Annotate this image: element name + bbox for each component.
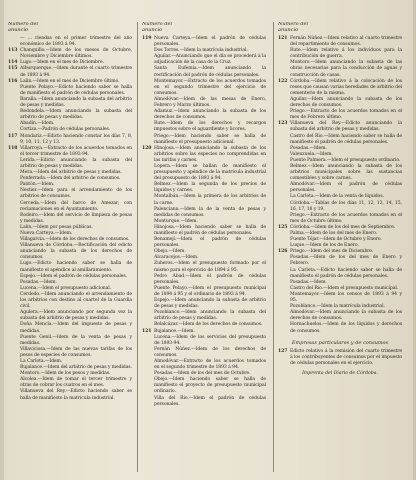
list-item — [278, 134, 402, 146]
list-item — [142, 377, 266, 395]
entry-text: Villanueva del Rey.—Edicto haciendo saber se halla de manifiesto la matrícula industrial. — [20, 389, 132, 401]
entry-text: Priego.—Idem haciendo saber se halla de manifiesto el presupuesto adicional. — [154, 133, 266, 145]
entry-number — [8, 389, 20, 401]
entry-text: Puente Pelayo.—Idem el presupuesto municipal de 1894 á 95 y el ordinario de 1893 á 94. — [154, 285, 266, 297]
list-item — [142, 54, 266, 66]
entry-number — [142, 237, 154, 249]
entry-number — [8, 97, 20, 109]
entry-text: Villagarcía.—Idem de los derechos de consumos. — [20, 237, 130, 243]
list-item — [8, 48, 132, 60]
entry-text: Palma.—Idem de los del mes de Enero. — [290, 231, 378, 236]
entry-number — [8, 335, 20, 347]
entry-text: Almodóvar.—Idem anunciando la subasta de los derechos de consumos. — [290, 310, 402, 322]
entry-number — [8, 322, 20, 334]
entry-number: 114 — [8, 60, 18, 66]
entry-text: Nestier.—Idem para el arrendamiento de los arbitrios de consumos. — [20, 188, 132, 200]
entry-number — [142, 54, 154, 66]
entry-list — [278, 36, 402, 335]
entry-text: Cortiza.—Padrón de cédulas personales. — [20, 127, 111, 133]
entry-number — [8, 377, 20, 389]
entry-text: Adamuz.—Idem anunciando la subasta de los derechos de consumos. — [154, 109, 266, 121]
list-item — [142, 134, 266, 146]
entry-text: Montalbán.—Idem la primera de los arbitrios de la carne. — [154, 194, 266, 206]
entry-text: Montemayor.—Extracto de los acuerdos tomados en el segundo trimestre del ejercicio de consumos. — [154, 78, 266, 96]
entry-text: Almodóvar.—Idem de las mesas de Enero, Febrero y Marzo últimos. — [154, 96, 266, 109]
entry-text: Puente Genil.—Idem de la venta de pesas y medidas. — [20, 334, 132, 346]
entry-text: Lucena.—Idem de los servicios del presupuesto de 1893-94. — [154, 334, 266, 346]
entry-number — [278, 134, 290, 146]
entry-text: Benamejí.—Idem el padrón de cédulas personales. — [154, 237, 266, 249]
entry-text: Monturque.—Idem. — [154, 218, 198, 224]
entry-text: Bujalance.—Idem del arbitrio de pesas y medidas. — [20, 365, 132, 371]
entry-text: Villa del Rio.—Idem el padrón de cédulas personales. — [154, 395, 266, 407]
entry-text: Pozoblanco.—Idem la matrícula industrial. — [290, 304, 385, 310]
entry-number — [142, 335, 154, 347]
entry-text: Lugo.—Edicto haciendo saber se halla de manifiesto el apéndice al amillaramiento. — [20, 261, 132, 273]
entry-text: Puente Pelayo.—Edicto haciendo saber se halla de manifiesto el padrón de cédulas personales. — [20, 84, 132, 96]
list-item — [8, 85, 132, 97]
entry-text: Castro del Rio.—Idem haciendo saber se halla de manifiesto el padrón de cédulas personales. — [290, 133, 402, 145]
entry-text: Zuheros.—Idem el presupuesto formado por el mismo para el ejercicio de 1894 á 95. — [154, 261, 266, 273]
list-item — [142, 347, 266, 359]
entry-number — [142, 274, 154, 286]
entry-text: Córdoba.—Idem relativo á la colocación de los reses que causan varias heredades de arbitrio del cementerio de la misma. — [290, 78, 402, 96]
entry-number — [142, 121, 154, 133]
entry-number: 125 — [278, 224, 288, 230]
entry-text: Fuente Tójar.—Idem de Octubre y Enero. — [290, 237, 382, 243]
entry-number: 121 — [278, 36, 288, 41]
entry-number — [8, 347, 20, 359]
column-header: Número del anuncio — [142, 22, 173, 33]
entry-text: Rute.—Idem de los derechos y recargos impuestos sobre el aguardiente y licores. — [154, 121, 266, 133]
section-title: Empresas particulares y de consumos — [291, 339, 389, 346]
entry-text: Lopera.—Idem se hallan de manifiesto el presupuesto y apéndice de la matrícula industrial del presupuesto de 1893 á 94. — [154, 163, 266, 182]
entry-number — [8, 310, 20, 322]
list-item — [8, 243, 132, 261]
entry-text: Priego.—Extracto de los acuerdos tomados en el mes de Febrero último. — [290, 109, 402, 121]
entry-text: Almodóvar.—Extracto de los acuerdos tomados en el segundo trimestre de 1893 á 94. — [154, 358, 266, 371]
list-item — [8, 213, 132, 225]
entry-number — [8, 36, 20, 48]
list-item — [8, 322, 132, 334]
list-item — [8, 261, 132, 273]
entry-text: Puente Palmera.—Idem el presupuesto ordinario. — [290, 157, 401, 163]
list-item — [8, 188, 132, 200]
entry-text: Baralla.—Idem anunciando la subasta del arbitrio de pesas y medidas. — [20, 96, 132, 109]
entry-number — [278, 182, 290, 194]
list-item — [8, 389, 132, 401]
list-item — [8, 109, 132, 121]
entry-text: Villaviciosa.—Idem de las nuevas tarifas de los pesos de especies de consumos. — [20, 346, 132, 358]
entry-number — [278, 97, 290, 109]
list-item — [8, 36, 132, 48]
list-item — [278, 292, 402, 304]
entry-number — [278, 213, 290, 225]
entry-text: La Carlota.—Edicto haciendo saber se halla de manifiesto el padrón de cédulas personales. — [290, 267, 402, 279]
entry-text: Priego.—Idem del mes de Diciembre. — [290, 249, 374, 255]
entry-text: Posadas.—Idem de los del mes de Enero y Febrero. — [290, 255, 402, 267]
entry-number: 116 — [8, 78, 18, 84]
list-item — [278, 79, 402, 97]
entry-number: 117 — [8, 133, 18, 139]
list-item — [142, 97, 266, 109]
list-item — [8, 335, 132, 347]
entry-text: Posadas.—Idem. — [290, 279, 327, 285]
entry-text: Bujalance.—Idem. — [154, 328, 195, 334]
entry-text: Posadas.—Idem. — [20, 279, 57, 285]
entry-text: Pozoblanco.—Idem anunciando la subasta del arbitrio de pesas y medidas. — [154, 310, 266, 322]
list-item — [142, 182, 266, 194]
entry-number — [8, 109, 20, 121]
entry-text: Mera.—Idem del arbitrio de pesas y medidas. — [20, 170, 122, 176]
entry-text: Lalin.—Idem en el mes de Diciembre último. — [20, 78, 120, 84]
list-item — [142, 286, 266, 298]
entry-number: 123 — [278, 121, 288, 127]
entry-number — [142, 261, 154, 273]
section-entry-list — [278, 349, 402, 367]
list-item — [278, 60, 402, 78]
entry-text: — ... riendas en el primer trimestre del año económico de 1893 á 94. — [20, 36, 132, 48]
entry-text: Luque.—Idem de los de Enero. — [290, 243, 359, 249]
entry-text: Doña Mencía.—Idem del impuesto de pesas y medidas. — [20, 322, 132, 334]
list-item — [278, 213, 402, 225]
entry-text: Rute.—Idem relativo á los individuos para la contribución de guerra. — [290, 48, 402, 60]
column-2 — [142, 22, 266, 472]
entry-number: 118 — [8, 145, 18, 151]
entry-text: Córdoba.—Idem de los del mes de Septiembre. — [290, 224, 396, 230]
entry-number: 127 — [278, 348, 288, 354]
entry-text: Montemayor.—Idem los censos de 1893 á 94 y 95. — [290, 291, 402, 304]
entry-text: Mondariz.—Edicto haciendo constar los días 7, 8, 9, 10, 11, 12 y 13. — [20, 133, 132, 145]
entry-number — [142, 359, 154, 371]
list-item — [142, 146, 266, 164]
entry-text: Hinojosa.—Idem haciendo saber se halla de manifiesto el padrón de cédulas personales. — [154, 224, 266, 236]
entry-text: Obejo.—Idem. — [154, 249, 186, 255]
entry-text: Montoro.—Idem de los pesos y medidas. — [20, 371, 111, 377]
entry-text: Ponferrada.—Idem del arbitrio de consumos. — [20, 176, 121, 182]
entry-number — [8, 213, 20, 225]
entry-text: La Carlota.—Idem de la venta de líquidos. — [290, 194, 384, 200]
list-item — [278, 322, 402, 334]
entry-text: Chanquillo.—Idem de los meses de Octubre, Noviembre y Diciembre últimos. — [20, 48, 132, 60]
entry-text: Pantón.—Idem. — [20, 182, 55, 188]
entry-text: La Carlota.—Idem. — [20, 358, 63, 364]
list-item — [142, 36, 266, 48]
list-item — [8, 310, 132, 322]
list-item — [8, 201, 132, 213]
entry-number — [142, 347, 154, 359]
entry-text: Dos Torres.—Idem la matrícula industrial. — [154, 48, 248, 54]
entry-number — [8, 292, 20, 310]
list-item — [142, 194, 266, 206]
entry-text: Cerceda.—Idem del barco de Amezar, con reclamaciones en el Ayuntamiento. — [20, 200, 132, 212]
entry-text: Fernán Núñez.—Idem de los derechos de consumos. — [154, 346, 266, 358]
entry-number — [142, 97, 154, 109]
entry-text: Palenciana.—Idem la de la venta de pesas y medidas de consumos. — [154, 206, 266, 218]
entry-text: Lucena.—Idem el presupuesto adicional. — [20, 285, 111, 291]
list-item — [278, 36, 402, 48]
entry-text: Villanueva de Córdoba.—Rectificación del edicto anunciando la subasta de los derechos de consumos. — [20, 243, 132, 261]
entry-text: Lerida.—Edicto anunciando la subasta del arbitrio de pesas y medidas. — [20, 157, 132, 169]
entry-number — [142, 377, 154, 395]
entry-text: Alburquerque.—Idem durante el cuarto trimestre de 1893 á 94. — [20, 66, 132, 78]
entry-text: Cerdedo.—Idem anunciando el arrendamiento de los arbitrios con destino al cuartel de la Guardia civil. — [20, 291, 132, 310]
column-header: Número del anuncio — [278, 22, 309, 33]
entry-text: Nueva Carteya.—Idem. — [20, 231, 73, 236]
entry-number — [142, 66, 154, 78]
entry-text: Alcolea.—Idem de tomar el tercer trimestre y otras de cobrar los cuatros en el mes. — [20, 377, 132, 389]
list-item — [142, 79, 266, 97]
list-item — [278, 121, 402, 133]
list-item — [278, 164, 402, 182]
entry-text: Espejo.—Idem el padrón de cédulas personales. — [20, 273, 127, 279]
entry-number — [142, 194, 154, 206]
entry-number — [142, 310, 154, 322]
list-item — [142, 164, 266, 182]
entry-number — [142, 182, 154, 194]
entry-number — [278, 109, 290, 121]
list-item — [142, 121, 266, 133]
entry-text: Rodeiro.—Idem del servicio de limpieza de pesas y medidas. — [20, 212, 132, 224]
list-item — [8, 377, 132, 389]
entry-number — [142, 286, 154, 298]
entry-text: Montoro.—Idem anunciando la subasta de las obras necesarias para la conducción de aguas y construcción de casas. — [290, 60, 402, 78]
entry-text: Lugo.—Idem en el mes de Diciembre. — [20, 60, 104, 66]
column-divider — [137, 22, 138, 472]
list-item — [8, 66, 132, 78]
entry-text: Hinojosa.—Idem anunciando la subasta de los arbitrios sobre las especies no comprendidas en las tarifas y carnes. — [154, 145, 266, 163]
entry-text: Pedro Abad.—Idem el padrón de cédulas personales. — [154, 273, 266, 285]
entry-number — [8, 261, 20, 273]
list-item — [278, 310, 402, 322]
entry-number — [278, 164, 290, 182]
list-item — [278, 255, 402, 267]
entry-text: Fernán Núñez.—Idem relativo al cuarto trimestre del repartimiento de consumos. — [290, 36, 402, 48]
entry-number: 122 — [278, 78, 288, 84]
list-item — [142, 359, 266, 371]
entry-text: Almodóvar.—Idem el padrón de cédulas personales. — [290, 182, 402, 194]
entry-number — [278, 292, 290, 304]
entry-number — [142, 298, 154, 310]
entry-number — [142, 207, 154, 219]
page-edge-left — [0, 0, 4, 480]
entry-text: Belmez.—Idem la segunda de los precios de líquidos y carnes. — [154, 182, 266, 194]
list-item — [142, 109, 266, 121]
entry-number — [278, 310, 290, 322]
entry-text: Lalin.—Idem por pesas públicas. — [20, 224, 93, 230]
entry-number — [8, 158, 20, 170]
entry-text: Aguilar.—Idem anunciando la subasta de los derechos de consumos. — [290, 96, 402, 109]
list-item — [278, 182, 402, 194]
entry-list — [142, 36, 266, 408]
entry-text: Nueva Carteya.—Idem el padrón de cédulas personales. — [154, 36, 266, 48]
entry-text: Alcaracejos.—Idem. — [154, 255, 199, 261]
list-item — [278, 97, 402, 109]
entry-number — [8, 201, 20, 213]
entry-text: Obejo.—Idem haciendo saber se halla de manifiesto el proyecto de presupuesto municipal ordinario. — [154, 377, 266, 395]
column-header: Número del anuncio — [8, 22, 39, 33]
entry-text: Redondela.—Idem anunciando la subasta del arbitrio de pesas y medidas. — [20, 109, 132, 121]
entry-number: 115 — [8, 66, 18, 72]
entry-text: Valenzuela.—Idem. — [290, 151, 333, 157]
entry-number — [142, 164, 154, 182]
entry-text: Santa Eufemia.—Idem anunciando la rectificación del padrón de cédulas personales. — [154, 66, 266, 78]
entry-text: Castro del Rio.—Idem el presupuesto municipal. — [290, 285, 399, 291]
list-item — [142, 274, 266, 286]
entry-text: Edicto relativo á la remisión del cuarto trimestre á los contribuyentes de consumos por el impuesto de cédulas personales en el ejercicio. — [290, 348, 402, 366]
column-3 — [278, 22, 402, 472]
entry-number — [278, 322, 290, 334]
list-item — [8, 146, 132, 158]
entry-text: Abadín.—Idem. — [20, 121, 55, 127]
list-item — [278, 268, 402, 280]
list-item — [142, 310, 266, 322]
entry-number: 126 — [278, 249, 288, 255]
list-item — [8, 347, 132, 359]
entry-number — [278, 60, 290, 78]
entry-text: Posadas.—Idem. — [290, 145, 327, 151]
entry-number — [278, 48, 290, 60]
entry-text: Hornachuelos.—Idem de los líquidos y derechos de consumos. — [290, 322, 402, 334]
list-item — [142, 225, 266, 237]
list-item — [278, 109, 402, 121]
entry-text: Belalcázar.—Idem de los derechos de consumos. — [154, 322, 263, 328]
list-item — [142, 261, 266, 273]
list-item — [142, 207, 266, 219]
entry-number: 113 — [8, 48, 18, 54]
list-item — [142, 66, 266, 78]
list-item — [142, 237, 266, 249]
entry-text: Espejo.—Idem anunciando la subasta de arbitrio de pesas y medidas. — [154, 298, 266, 310]
list-item — [8, 158, 132, 170]
entry-text: Villarroya.—Extracto de los acuerdos tomados en el tercer trimestre de 1893-94. — [20, 145, 132, 157]
entry-text: Aguilar.—Anunciando que el día se procederá á la adjudicación de la casa de la Cruz. — [154, 54, 266, 66]
entry-number — [142, 225, 154, 237]
entry-number — [142, 134, 154, 146]
entry-number — [278, 268, 290, 280]
entry-number: 120 — [142, 145, 152, 151]
column-divider — [273, 22, 274, 472]
list-item — [8, 97, 132, 109]
entry-text: Córdoba.—Tablas de los días 11, 12, 13, 14, 15, 16, 17, 18 y 19. — [290, 200, 402, 212]
list-item — [278, 349, 402, 367]
list-item — [278, 201, 402, 213]
list-item — [142, 335, 266, 347]
entry-number — [142, 79, 154, 97]
entry-number: 119 — [142, 36, 152, 41]
entry-number — [8, 85, 20, 97]
list-item — [142, 396, 266, 408]
entry-list — [8, 36, 132, 402]
entry-number — [8, 243, 20, 261]
entry-number — [142, 396, 154, 408]
entry-text: Agulera.—Idem anunciando por segunda vez la subasta del arbitrio de pesas y medidas. — [20, 310, 132, 322]
entry-text: Priego.—Extracto de los acuerdos tomados en el mes de Octubre último. — [290, 212, 402, 224]
list-item — [278, 48, 402, 60]
column-1 — [8, 22, 132, 472]
entry-number — [278, 255, 290, 267]
entry-number — [8, 188, 20, 200]
entry-text: Villanueva del Rey.—Edicto anunciando la subasta del arbitrio de pesas y medidas. — [290, 121, 402, 133]
entry-number — [142, 109, 154, 121]
list-item — [8, 292, 132, 310]
list-item — [142, 298, 266, 310]
list-item — [8, 134, 132, 146]
entry-number: 121 — [142, 328, 152, 334]
entry-number — [278, 201, 290, 213]
entry-text: Belmez.—Idem anunciando la subasta de los arbitrios municipales sobre las sustancias comestibles y sobre carnes. — [290, 163, 402, 182]
entry-text: Posadas.—Idem de los del mes de Octubre. — [154, 371, 251, 377]
printer-footer: Imprenta del Diario de Córdoba. — [302, 370, 378, 376]
